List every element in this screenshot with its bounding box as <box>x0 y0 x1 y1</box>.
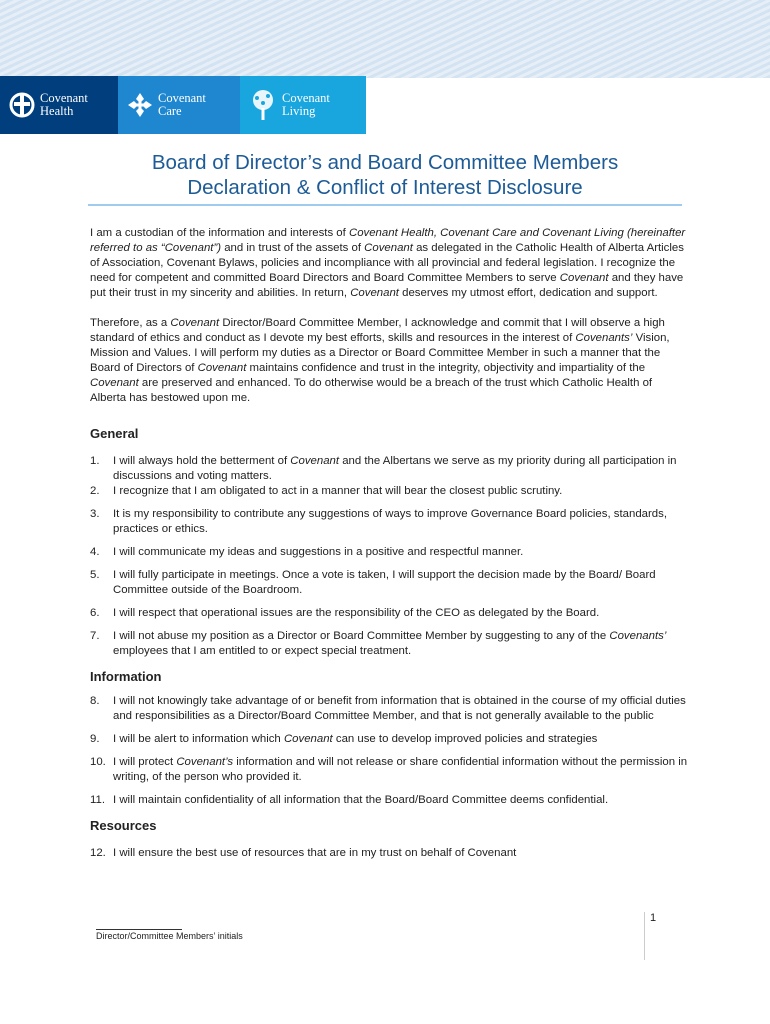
list-item: 4. I will communicate my ideas and suggestions in a positive and respectful manner. <box>90 546 524 558</box>
list-item: 5. I will fully participate in meetings. Once a vote is taken, I will support the decision made by the Board/ Board Committee outside of the Boardroom. <box>90 569 656 596</box>
logo-living-line2: Living <box>282 104 316 118</box>
title-line-1: Board of Director’s and Board Committee Members <box>151 151 619 174</box>
initials-line[interactable] <box>96 929 182 930</box>
intro-paragraph-1: I am a custodian of the information and interests of Covenant Health, Covenant Care and Covenant Living (hereinafter referred to as “Covenant”) and in trust of the assets of Covenant as delegated in the Catholic Health of Alberta Articles of Association, Covenant Bylaws, policies and incompliance with all provincial and federal legislation. I recognize the need for competent and committed Board Directors and Board Committee Members to serve Covenant and they have put their trust in my sincerity and abilities. In return, Covenant deserves my utmost effort, dedication and support. <box>90 227 686 299</box>
list-item: 8. I will not knowingly take advantage of or benefit from information that is obtained in the course of my official duties and responsibilities as a Director/Board Committee Member, and that is not generally available to the public <box>90 695 686 722</box>
document-body <box>90 226 690 861</box>
list-item: 3. It is my responsibility to contribute any suggestions of ways to improve Governance Board policies, standards, practices or ethics. <box>90 508 667 535</box>
list-item: 11. I will maintain confidentiality of all information that the Board/Board Committee deems confidential. <box>90 794 609 806</box>
covenant-living-logo <box>240 76 366 134</box>
header-background <box>0 0 770 78</box>
covenant-health-logo <box>0 76 118 134</box>
logo-health-line1: Covenant <box>40 91 88 105</box>
page-number-divider <box>644 912 645 960</box>
page-number: 1 <box>650 912 657 924</box>
section-heading-resources: Resources <box>90 818 157 833</box>
title-divider <box>88 204 682 206</box>
logo-care-line1: Covenant <box>158 91 206 105</box>
logo-health-line2: Health <box>40 104 74 118</box>
information-list <box>90 694 690 808</box>
list-item: 12. I will ensure the best use of resources that are in my trust on behalf of Covenant <box>90 847 517 859</box>
document-title <box>0 150 770 200</box>
general-list <box>90 454 690 659</box>
list-item: 6. I will respect that operational issues are the responsibility of the CEO as delegated by the Board. <box>90 607 600 619</box>
tree-icon <box>248 88 278 122</box>
logo-care-line2: Care <box>158 104 182 118</box>
section-heading-information: Information <box>90 669 162 684</box>
intro-paragraph-2: Therefore, as a Covenant Director/Board Committee Member, I acknowledge and commit that I will observe a high standard of ethics and conduct as I devote my best efforts, skills and resources in the interest of Covenants’ Vision, Mission and Values. I will perform my duties as a Director or Board Committee Member in such a manner that the Board of Directors of Covenant maintains confidence and trust in the integrity, objectivity and impartiality of the Covenant are preserved and enhanced. To do otherwise would be a breach of the trust which Catholic Health of Alberta has bestowed upon me. <box>90 317 670 404</box>
cross-heart-icon <box>8 91 36 119</box>
list-item: 9. I will be alert to information which Covenant can use to develop improved policies and strategies <box>90 733 598 745</box>
resources-list <box>90 846 690 861</box>
list-item: 1. I will always hold the betterment of Covenant and the Albertans we serve as my priority during all participation in discussions and voting matters. <box>90 455 677 482</box>
list-item: 7. I will not abuse my position as a Director or Board Committee Member by suggesting to any of the Covenants’ employees that I am entitled to or expect special treatment. <box>90 630 667 657</box>
covenant-care-logo <box>118 76 240 134</box>
initials-label: Director/Committee Members’ initials <box>96 931 243 941</box>
section-heading-general: General <box>90 426 139 441</box>
list-item: 10. I will protect Covenant’s information and will not release or share confidential information without the permission in writing, of the person who provided it. <box>90 756 688 783</box>
logo-living-line1: Covenant <box>282 91 330 105</box>
list-item: 2. I recognize that I am obligated to act in a manner that will bear the closest public scrutiny. <box>90 485 563 497</box>
title-line-2: Declaration & Conflict of Interest Disclosure <box>187 176 583 199</box>
logo-bar <box>0 76 366 134</box>
cross-flower-icon <box>126 91 154 119</box>
